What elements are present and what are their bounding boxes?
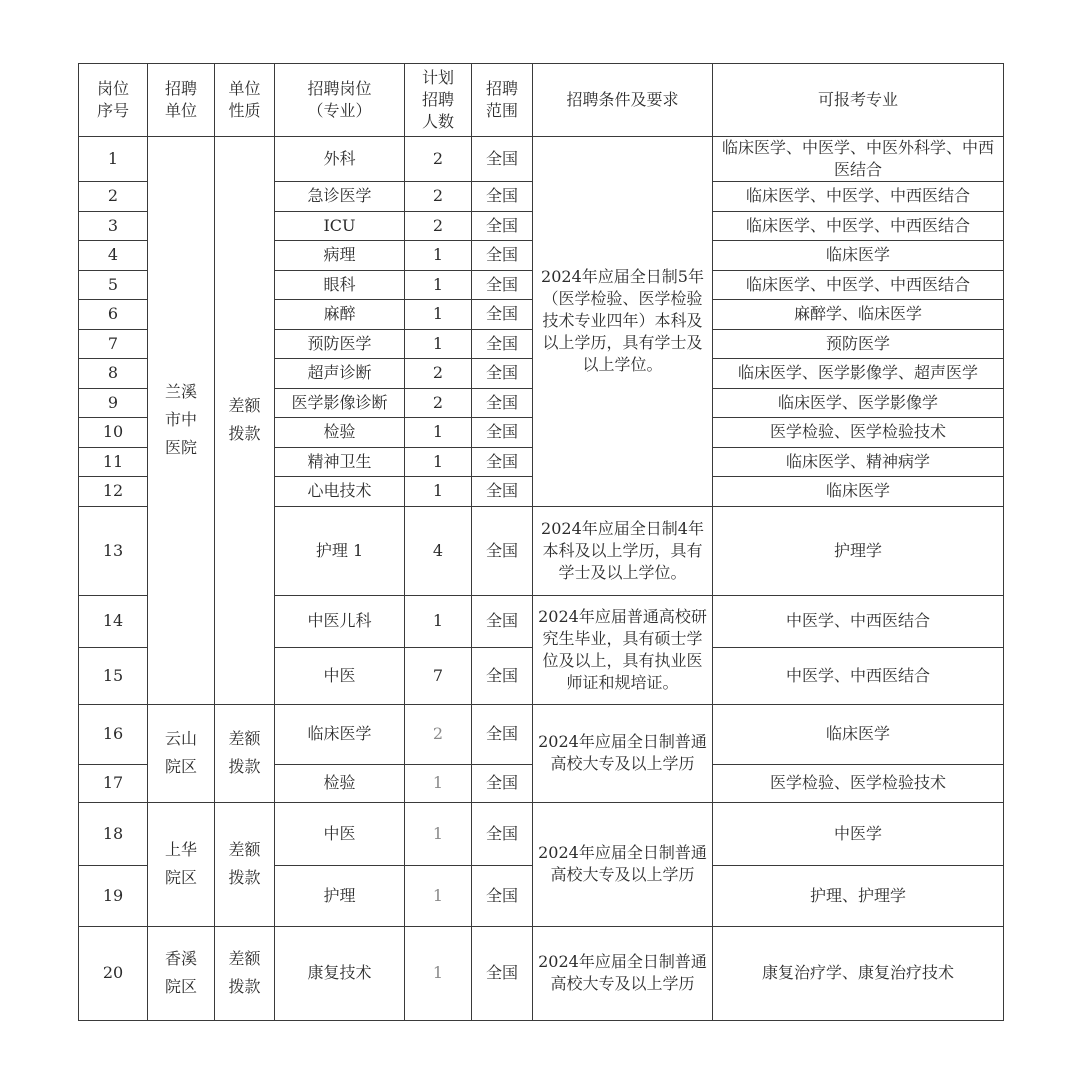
nature-cell: 差额拨款 [215, 802, 275, 926]
table-row [79, 137, 1004, 182]
scope-cell: 全国 [472, 764, 533, 802]
seq-cell: 19 [79, 865, 148, 926]
count-cell: 1 [405, 329, 472, 359]
scope-cell: 全国 [472, 300, 533, 330]
scope-cell: 全国 [472, 704, 533, 764]
post-cell: 护理 [275, 865, 405, 926]
header-count: 计划招聘人数 [405, 64, 472, 137]
header-post: 招聘岗位（专业） [275, 64, 405, 137]
seq-cell: 18 [79, 802, 148, 865]
seq-cell: 5 [79, 270, 148, 300]
count-cell: 2 [405, 359, 472, 389]
count-cell: 1 [405, 418, 472, 448]
scope-cell: 全国 [472, 447, 533, 477]
scope-cell: 全国 [472, 329, 533, 359]
post-cell: 康复技术 [275, 926, 405, 1020]
count-cell: 1 [405, 447, 472, 477]
nature-cell: 差额拨款 [215, 926, 275, 1020]
major-cell: 临床医学 [713, 704, 1004, 764]
unit-cell: 香溪院区 [148, 926, 215, 1020]
post-cell: 急诊医学 [275, 182, 405, 212]
major-cell: 麻醉学、临床医学 [713, 300, 1004, 330]
post-cell: 眼科 [275, 270, 405, 300]
scope-cell: 全国 [472, 388, 533, 418]
count-cell: 1 [405, 764, 472, 802]
table-row [79, 926, 1004, 1020]
header-cond: 招聘条件及要求 [533, 64, 713, 137]
major-cell: 临床医学 [713, 477, 1004, 507]
count-cell: 1 [405, 802, 472, 865]
scope-cell: 全国 [472, 477, 533, 507]
major-cell: 中医学、中西医结合 [713, 595, 1004, 647]
seq-cell: 14 [79, 595, 148, 647]
post-cell: 临床医学 [275, 704, 405, 764]
post-cell: ICU [275, 211, 405, 241]
count-cell: 2 [405, 211, 472, 241]
major-cell: 临床医学、中医学、中医外科学、中西医结合 [713, 137, 1004, 182]
seq-cell: 7 [79, 329, 148, 359]
condition-cell: 2024年应届普通高校研究生毕业，具有硕士学位及以上，具有执业医师证和规培证。 [533, 595, 713, 704]
major-cell: 临床医学、精神病学 [713, 447, 1004, 477]
post-cell: 医学影像诊断 [275, 388, 405, 418]
seq-cell: 3 [79, 211, 148, 241]
post-cell: 病理 [275, 241, 405, 271]
scope-cell: 全国 [472, 270, 533, 300]
post-cell: 精神卫生 [275, 447, 405, 477]
scope-cell: 全国 [472, 647, 533, 704]
major-cell: 临床医学、中医学、中西医结合 [713, 211, 1004, 241]
seq-cell: 11 [79, 447, 148, 477]
seq-cell: 20 [79, 926, 148, 1020]
post-cell: 心电技术 [275, 477, 405, 507]
major-cell: 临床医学、医学影像学、超声医学 [713, 359, 1004, 389]
scope-cell: 全国 [472, 865, 533, 926]
major-cell: 临床医学、中医学、中西医结合 [713, 270, 1004, 300]
post-cell: 中医 [275, 802, 405, 865]
post-cell: 检验 [275, 418, 405, 448]
header-unit: 招聘单位 [148, 64, 215, 137]
unit-cell: 云山院区 [148, 704, 215, 802]
major-cell: 医学检验、医学检验技术 [713, 418, 1004, 448]
post-cell: 超声诊断 [275, 359, 405, 389]
count-cell: 1 [405, 865, 472, 926]
header-major: 可报考专业 [713, 64, 1004, 137]
scope-cell: 全国 [472, 802, 533, 865]
count-cell: 1 [405, 241, 472, 271]
major-cell: 中医学 [713, 802, 1004, 865]
seq-cell: 13 [79, 506, 148, 595]
seq-cell: 15 [79, 647, 148, 704]
seq-cell: 2 [79, 182, 148, 212]
scope-cell: 全国 [472, 926, 533, 1020]
post-cell: 麻醉 [275, 300, 405, 330]
table-row [79, 802, 1004, 865]
condition-cell: 2024年应届全日制普通高校大专及以上学历 [533, 704, 713, 802]
scope-cell: 全国 [472, 595, 533, 647]
major-cell: 中医学、中西医结合 [713, 647, 1004, 704]
nature-cell: 差额拨款 [215, 704, 275, 802]
post-cell: 检验 [275, 764, 405, 802]
scope-cell: 全国 [472, 506, 533, 595]
table-row [79, 704, 1004, 764]
major-cell: 护理学 [713, 506, 1004, 595]
header-scope: 招聘范围 [472, 64, 533, 137]
scope-cell: 全国 [472, 137, 533, 182]
seq-cell: 1 [79, 137, 148, 182]
scope-cell: 全国 [472, 418, 533, 448]
unit-cell: 兰溪市中医院 [148, 137, 215, 705]
seq-cell: 8 [79, 359, 148, 389]
seq-cell: 10 [79, 418, 148, 448]
seq-cell: 6 [79, 300, 148, 330]
major-cell: 医学检验、医学检验技术 [713, 764, 1004, 802]
count-cell: 1 [405, 595, 472, 647]
header-nature: 单位性质 [215, 64, 275, 137]
seq-cell: 17 [79, 764, 148, 802]
post-cell: 护理 1 [275, 506, 405, 595]
count-cell: 1 [405, 270, 472, 300]
count-cell: 2 [405, 182, 472, 212]
post-cell: 中医儿科 [275, 595, 405, 647]
count-cell: 2 [405, 137, 472, 182]
header-row [79, 64, 1004, 137]
post-cell: 预防医学 [275, 329, 405, 359]
post-cell: 外科 [275, 137, 405, 182]
seq-cell: 4 [79, 241, 148, 271]
condition-cell: 2024年应届全日制5年（医学检验、医学检验技术专业四年）本科及以上学历，具有学士及以上学位。 [533, 137, 713, 507]
scope-cell: 全国 [472, 241, 533, 271]
major-cell: 预防医学 [713, 329, 1004, 359]
count-cell: 2 [405, 704, 472, 764]
condition-cell: 2024年应届全日制4年本科及以上学历，具有学士及以上学位。 [533, 506, 713, 595]
major-cell: 康复治疗学、康复治疗技术 [713, 926, 1004, 1020]
major-cell: 临床医学、医学影像学 [713, 388, 1004, 418]
unit-cell: 上华院区 [148, 802, 215, 926]
post-cell: 中医 [275, 647, 405, 704]
count-cell: 1 [405, 926, 472, 1020]
major-cell: 临床医学、中医学、中西医结合 [713, 182, 1004, 212]
count-cell: 4 [405, 506, 472, 595]
condition-cell: 2024年应届全日制普通高校大专及以上学历 [533, 926, 713, 1020]
seq-cell: 16 [79, 704, 148, 764]
scope-cell: 全国 [472, 359, 533, 389]
count-cell: 1 [405, 300, 472, 330]
count-cell: 7 [405, 647, 472, 704]
scope-cell: 全国 [472, 211, 533, 241]
recruitment-table [78, 63, 1004, 1021]
header-seq: 岗位序号 [79, 64, 148, 137]
nature-cell: 差额拨款 [215, 137, 275, 705]
seq-cell: 9 [79, 388, 148, 418]
major-cell: 护理、护理学 [713, 865, 1004, 926]
seq-cell: 12 [79, 477, 148, 507]
condition-cell: 2024年应届全日制普通高校大专及以上学历 [533, 802, 713, 926]
major-cell: 临床医学 [713, 241, 1004, 271]
count-cell: 2 [405, 388, 472, 418]
count-cell: 1 [405, 477, 472, 507]
scope-cell: 全国 [472, 182, 533, 212]
